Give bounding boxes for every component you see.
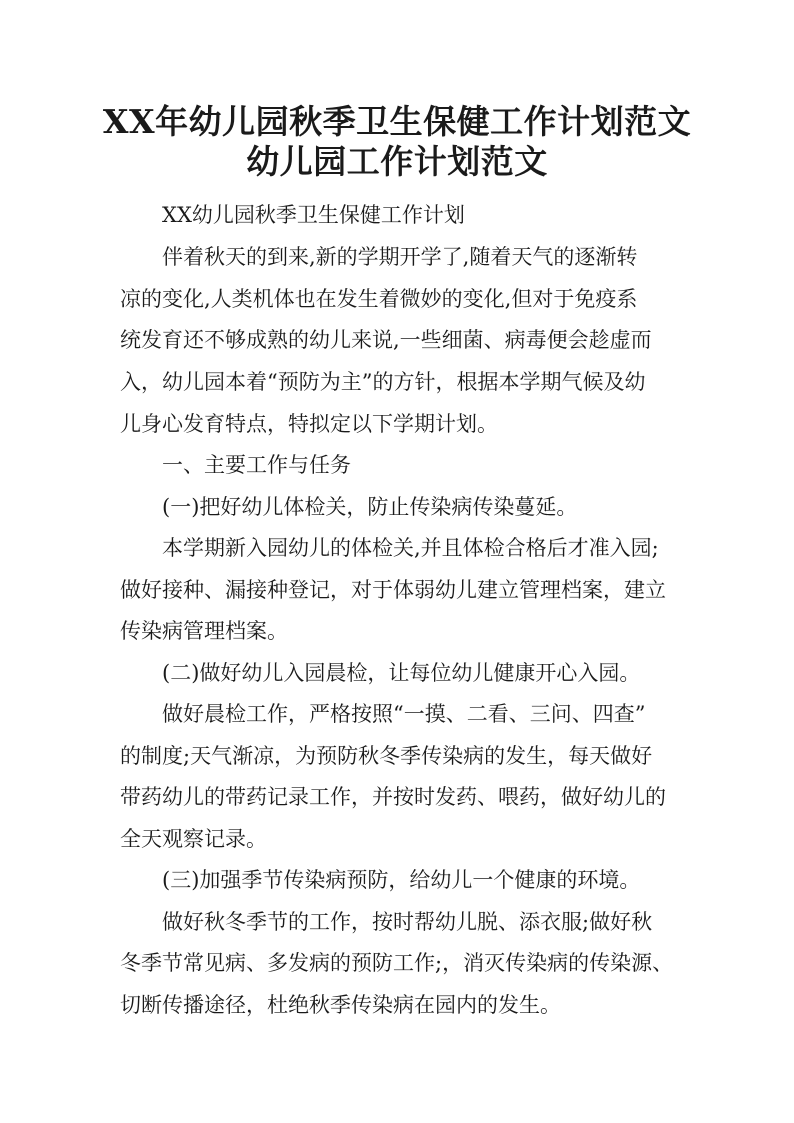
paragraph-line: 伴着秋天的到来,新的学期开学了,随着天气的逐渐转: [162, 245, 638, 269]
paragraph-line: 冬季节常见病、多发病的预防工作;，消灭传染病的传染源、: [120, 951, 674, 975]
plan-subtitle: XX幼儿园秋季卫生保健工作计划: [162, 203, 465, 227]
paragraph-line: 切断传播途径，杜绝秋季传染病在园内的发生。: [120, 993, 561, 1017]
paragraph-line: 做好接种、漏接种登记，对于体弱幼儿建立管理档案，建立: [120, 578, 666, 602]
paragraph-line: 全天观察记录。: [120, 827, 267, 851]
subsection-heading: (一)把好幼儿体检关，防止传染病传染蔓延。: [162, 495, 578, 519]
paragraph-line: 本学期新入园幼儿的体检关,并且体检合格后才准入园;: [162, 536, 659, 560]
document-title-line-2: 幼儿园工作计划范文: [246, 142, 548, 181]
paragraph-line: 入，幼儿园本着“预防为主”的方针，根据本学期气候及幼: [120, 370, 646, 394]
paragraph-line: 凉的变化,人类机体也在发生着微妙的变化,但对于免疫系: [120, 287, 638, 311]
document-title-line-1: XX年幼儿园秋季卫生保健工作计划范文: [102, 102, 692, 141]
paragraph-line: 做好晨检工作，严格按照“一摸、二看、三问、四查”: [162, 702, 646, 726]
paragraph-line: 的制度;天气渐凉，为预防秋冬季传染病的发生，每天做好: [120, 744, 653, 768]
subsection-heading: (二)做好幼儿入园晨检，让每位幼儿健康开心入园。: [162, 661, 641, 685]
subsection-heading: (三)加强季节传染病预防，给幼儿一个健康的环境。: [162, 868, 641, 892]
section-heading: 一、主要工作与任务: [162, 453, 351, 477]
paragraph-line: 做好秋冬季节的工作，按时帮幼儿脱、添衣服;做好秋: [162, 910, 653, 934]
paragraph-line: 儿身心发育特点，特拟定以下学期计划。: [120, 412, 498, 436]
paragraph-line: 传染病管理档案。: [120, 619, 288, 643]
paragraph-line: 带药幼儿的带药记录工作，并按时发药、喂药，做好幼儿的: [120, 785, 666, 809]
paragraph-line: 统发育还不够成熟的幼儿来说,一些细菌、病毒便会趁虚而: [120, 328, 652, 352]
